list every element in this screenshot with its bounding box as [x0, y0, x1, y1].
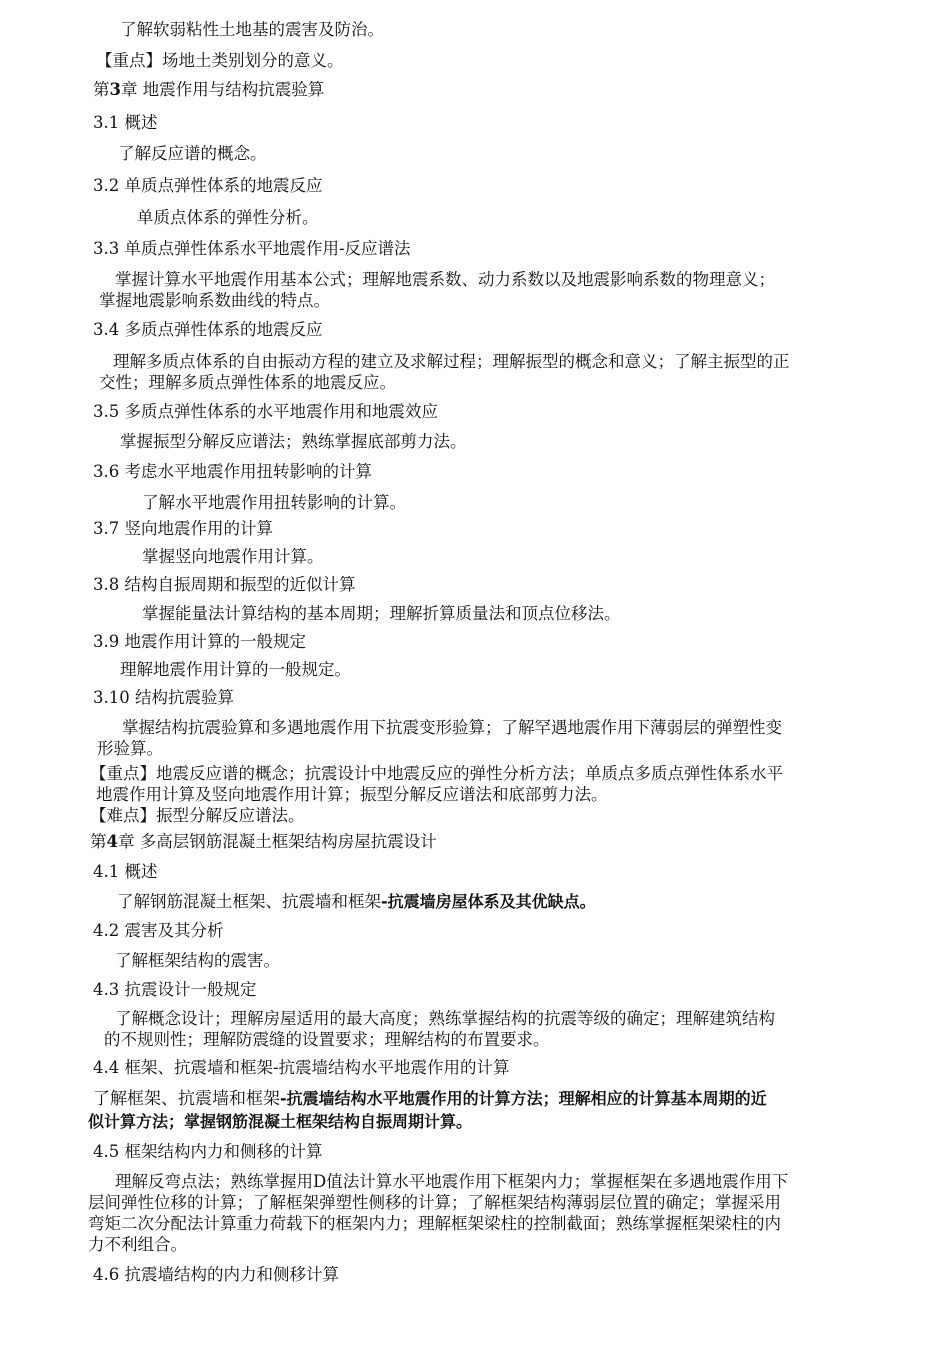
- chapter-prefix: 第: [90, 832, 107, 851]
- section-heading: 3.6 考虑水平地震作用扭转影响的计算: [93, 462, 372, 481]
- body-text: 交性；理解多质点弹性体系的地震反应。: [99, 373, 396, 392]
- body-text: 掌握计算水平地震作用基本公式；理解地震系数、动力系数以及地震影响系数的物理意义；: [115, 270, 775, 289]
- body-text: 形验算。: [97, 739, 163, 758]
- body-text-bold: 似计算方法；掌握钢筋混凝土框架结构自振周期计算。: [88, 1112, 473, 1131]
- section-heading: 3.10 结构抗震验算: [93, 688, 234, 707]
- section-heading: 3.9 地震作用计算的一般规定: [93, 632, 306, 651]
- body-text: 了解框架结构的震害。: [115, 951, 280, 970]
- section-heading: 4.5 框架结构内力和侧移的计算: [93, 1142, 323, 1161]
- body-text: 掌握地震影响系数曲线的特点。: [99, 291, 330, 310]
- section-heading: 4.2 震害及其分析: [93, 921, 224, 940]
- body-text-serif: 了解钢筋混凝土框架、抗震墙和框架: [117, 892, 381, 911]
- body-text: [117, 892, 596, 912]
- body-text: 掌握竖向地震作用计算。: [142, 547, 324, 566]
- difficult-point: 【难点】振型分解反应谱法。: [90, 806, 305, 825]
- body-text: 理解地震作用计算的一般规定。: [120, 660, 351, 679]
- chapter-prefix: 第: [93, 80, 110, 99]
- key-point: 【重点】地震反应谱的概念；抗震设计中地震反应的弹性分析方法；单质点多质点弹性体系水平: [90, 764, 783, 783]
- section-heading: 3.4 多质点弹性体系的地震反应: [93, 320, 323, 339]
- body-text-bold: -抗震墙房屋体系及其优缺点。: [381, 892, 596, 911]
- body-text-serif: 了解框架、抗震墙和框架: [93, 1089, 280, 1109]
- chapter-title-text: 章 多高层钢筋混凝土框架结构房屋抗震设计: [117, 832, 437, 851]
- section-heading: 4.6 抗震墙结构的内力和侧移计算: [93, 1265, 339, 1284]
- body-text: 弯矩二次分配法计算重力荷载下的框架内力；理解框架梁柱的控制截面；熟练掌握框架梁柱的内: [88, 1214, 781, 1233]
- body-text-bold: -抗震墙结构水平地震作用的计算方法；理解相应的计算基本周期的近: [280, 1089, 767, 1108]
- chapter-3-title: [93, 80, 324, 100]
- key-point: 【重点】场地土类别划分的意义。: [96, 51, 344, 70]
- body-text: 力不利组合。: [88, 1235, 187, 1254]
- body-text: 掌握能量法计算结构的基本周期；理解折算质量法和顶点位移法。: [142, 604, 621, 623]
- section-heading: 3.7 竖向地震作用的计算: [93, 519, 273, 538]
- section-heading: 3.3 单质点弹性体系水平地震作用-反应谱法: [93, 239, 411, 258]
- body-text: 了解概念设计；理解房屋适用的最大高度；熟练掌握结构的抗震等级的确定；理解建筑结构: [115, 1009, 775, 1028]
- section-heading: 3.8 结构自振周期和振型的近似计算: [93, 575, 356, 594]
- body-text: 理解多质点体系的自由振动方程的建立及求解过程；理解振型的概念和意义；了解主振型的正: [113, 352, 790, 371]
- section-heading: 3.5 多质点弹性体系的水平地震作用和地震效应: [93, 402, 438, 421]
- body-text: 层间弹性位移的计算；了解框架弹塑性侧移的计算；了解框架结构薄弱层位置的确定；掌握采用: [88, 1193, 781, 1212]
- chapter-title-text: 章 地震作用与结构抗震验算: [120, 80, 325, 99]
- body-text: [93, 1089, 767, 1109]
- section-heading: 3.1 概述: [93, 113, 158, 132]
- section-heading: 4.1 概述: [93, 862, 158, 881]
- body-text: 了解软弱粘性土地基的震害及防治。: [120, 20, 384, 39]
- chapter-4-title: [90, 832, 437, 852]
- chapter-number: 4: [106, 832, 118, 851]
- body-text: 掌握结构抗震验算和多遇地震作用下抗震变形验算；了解罕遇地震作用下薄弱层的弹塑性变: [122, 718, 782, 737]
- body-text: 掌握振型分解反应谱法；熟练掌握底部剪力法。: [120, 432, 467, 451]
- body-text: 理解反弯点法；熟练掌握用D值法计算水平地震作用下框架内力；掌握框架在多遇地震作用下: [115, 1172, 789, 1191]
- body-text: 单质点体系的弹性分析。: [137, 208, 319, 227]
- chapter-number: 3: [109, 80, 121, 99]
- section-heading: 3.2 单质点弹性体系的地震反应: [93, 176, 323, 195]
- body-text: 了解反应谱的概念。: [118, 144, 267, 163]
- body-text: 的不规则性；理解防震缝的设置要求；理解结构的布置要求。: [104, 1030, 550, 1049]
- key-point: 地震作用计算及竖向地震作用计算；振型分解反应谱法和底部剪力法。: [96, 785, 608, 804]
- section-heading: 4.4 框架、抗震墙和框架-抗震墙结构水平地震作用的计算: [93, 1058, 510, 1077]
- body-text: 了解水平地震作用扭转影响的计算。: [142, 493, 406, 512]
- section-heading: 4.3 抗震设计一般规定: [93, 980, 257, 999]
